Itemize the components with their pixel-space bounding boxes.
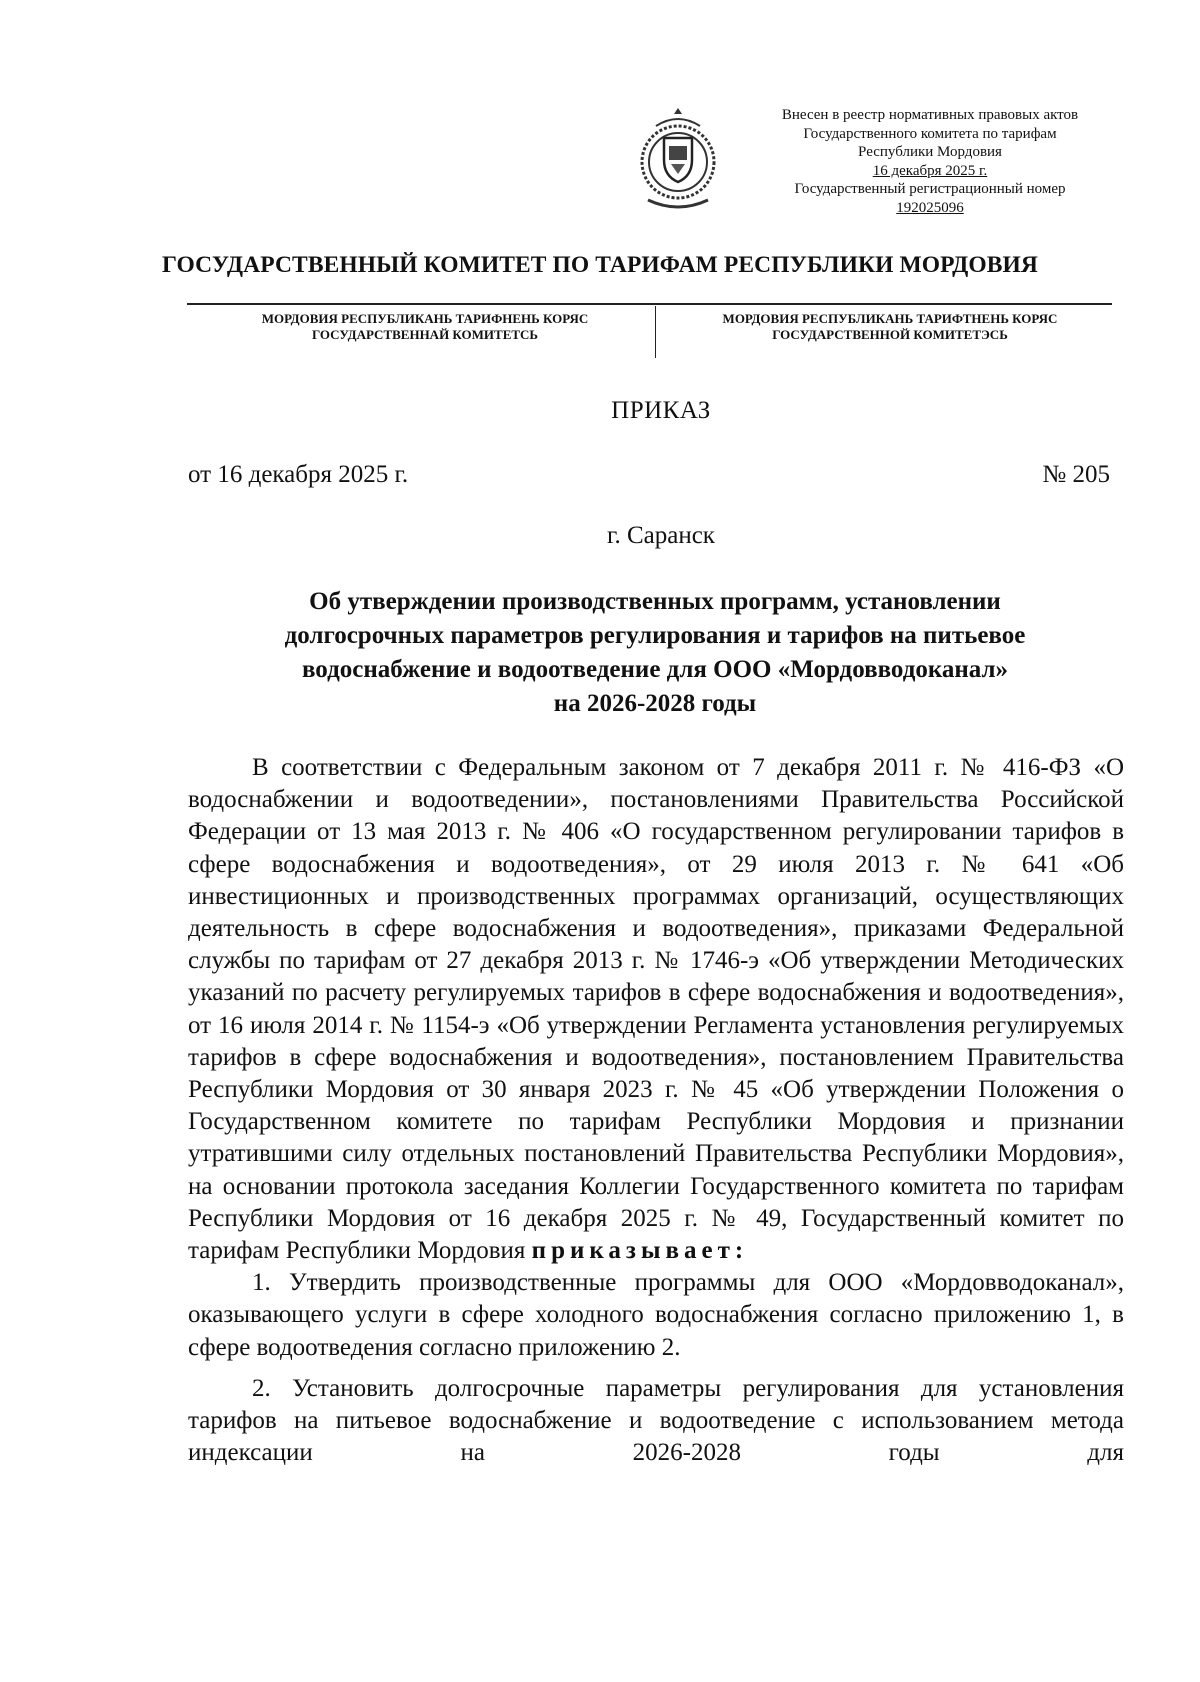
order-word: приказывает: <box>531 1237 749 1265</box>
list-item: 1. Утвердить производственные программы для ООО «Мордовводоканал», оказывающего услуги в сфере холодного водоснабжения согласно приложению 1, в сфере водоотведения согласно приложению 2. <box>188 1269 1124 1361</box>
order-city: г. Саранск <box>607 522 715 549</box>
organization-title: ГОСУДАРСТВЕННЫЙ КОМИТЕТ ПО ТАРИФАМ РЕСПУБЛИКИ МОРДОВИЯ <box>162 252 1038 278</box>
header-divider <box>187 303 1112 305</box>
registry-number: 192025096 <box>896 199 964 216</box>
order-number: № 205 <box>1042 461 1110 488</box>
registry-date: 16 декабря 2025 г. <box>872 162 988 179</box>
list-item: 2. Установить долгосрочные параметры регулирования для установления тарифов на питьевое водоснабжение и водоотведение с использованием метода индексации на 2026-2028 годы для <box>188 1374 1124 1467</box>
order-date: от 16 декабря 2025 г. <box>188 461 409 488</box>
organization-name-moksha: МОРДОВИЯ РЕСПУБЛИКАНЬ ТАРИФНЕНЬ КОРЯС ГОСУДАРСТВЕННАЙ КОМИТЕТСЬ <box>261 311 589 342</box>
organization-name-erzya: МОРДОВИЯ РЕСПУБЛИКАНЬ ТАРИФТНЕНЬ КОРЯС ГОСУДАРСТВЕННОЙ КОМИТЕТЭСЬ <box>722 311 1058 342</box>
order-title: Об утверждении производственных программ, установлении долгосрочных параметров регулирования и тарифов на питьевое водоснабжение и водоотведение для ООО «Мордовводоканал» на 2026-2028 годы <box>284 588 1026 717</box>
preamble-text: В соответствии с Федеральным законом от 7 декабря 2011 г. № 416-ФЗ «О водоснабжении и водоотведении», постановлениями Правительства Российской Федерации от 13 мая 2013 г. № 406 «О государственном регулировании тарифов в сфере водоснабжения и водоотведения», от 29 июля 2013 г. № 641 «Об инвестиционных и производственных программах организаций, осуществляющих деятельность в сфере водоснабжения и водоотведения», приказами Федеральной службы по тарифам от 27 декабря 2013 г. № 1746-э «Об утверждении Методических указаний по расчету регулируемых тарифов в сфере водоснабжения и водоотведения», от 16 июля 2014 г. № 1154-э «Об утверждении Регламента установления регулируемых тарифов в сфере водоснабжения и водоотведения», постановлением Правительства Республики Мордовия от 30 января 2023 г. № 45 «Об утверждении Положения о Государственном комитете по тарифам Республики Мордовия и признании утратившими силу отдельных постановлений Правительства Республики Мордовия», на основании протокола заседания Коллегии Государственного комитета по тарифам Республики Мордовия от 16 декабря 2025 г. № 49, Государственный комитет по тарифам Республики Мордовия <box>188 754 1124 1265</box>
registry-line: Государственный регистрационный номер <box>794 181 1066 197</box>
document-type-heading: ПРИКАЗ <box>611 397 711 424</box>
registry-line: Внесен в реестр нормативных правовых актов <box>781 107 1079 123</box>
registry-stamp <box>752 106 1108 217</box>
header-column-divider <box>655 306 656 358</box>
order-body <box>188 752 1124 1469</box>
preamble-paragraph <box>188 752 1124 1267</box>
registry-line: Республики Мордовия <box>858 144 1002 160</box>
mordovia-coat-of-arms-icon <box>628 104 728 214</box>
registry-line: Государственного комитета по тарифам <box>803 125 1057 142</box>
